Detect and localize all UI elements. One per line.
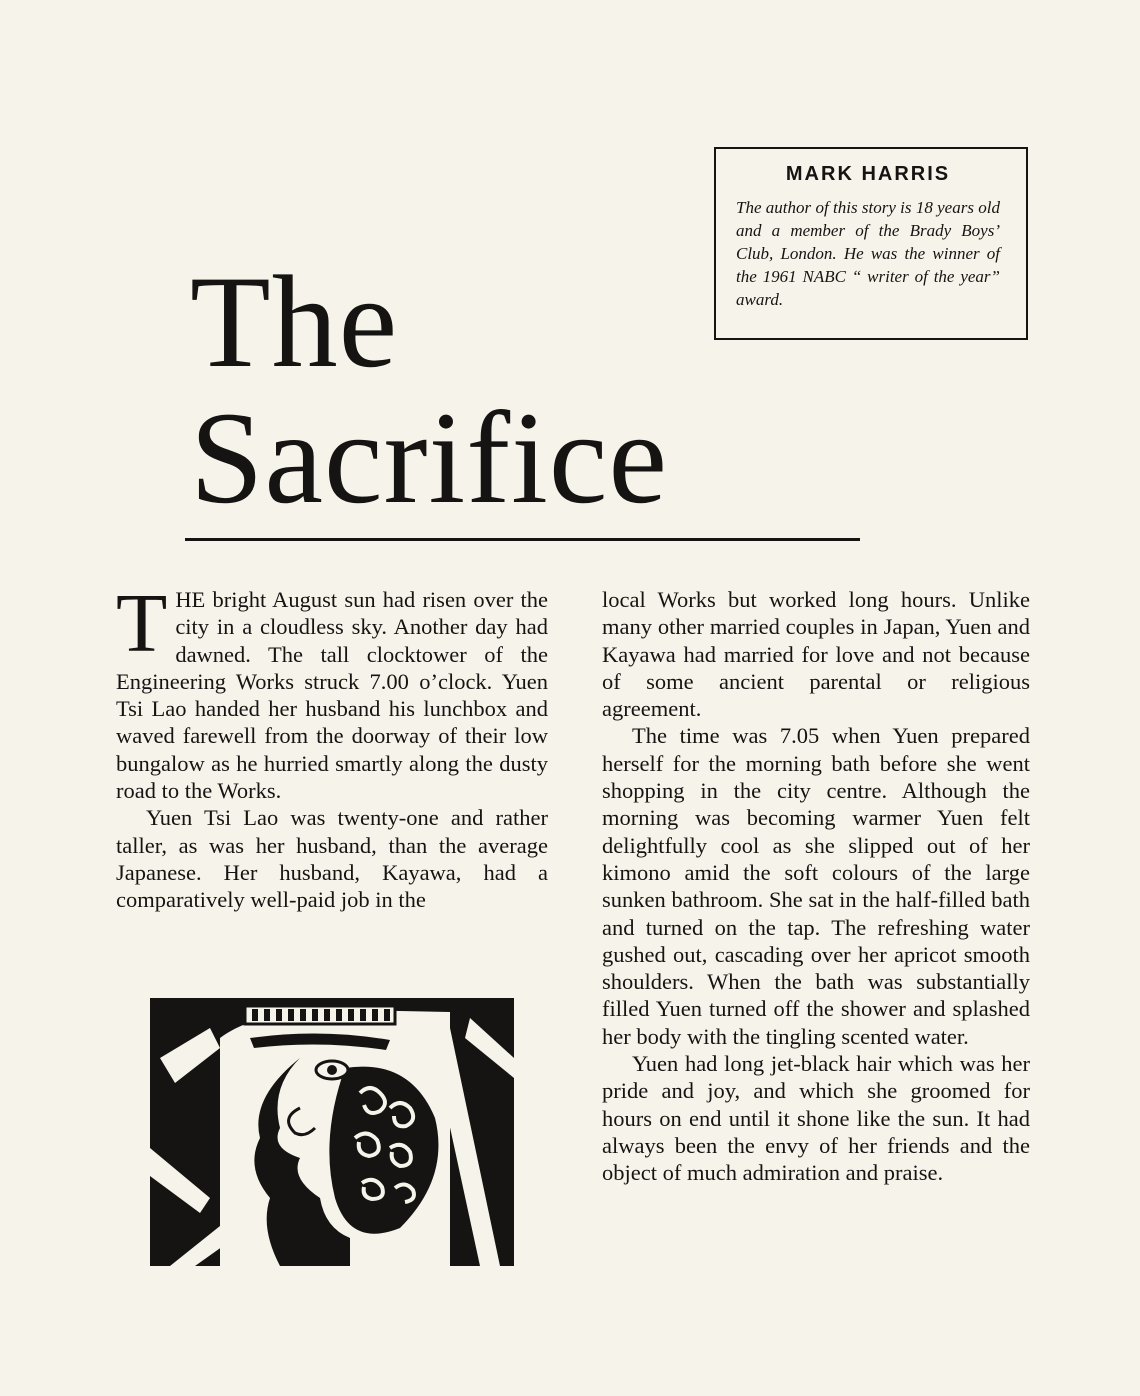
- author-bio: The author of this story is 18 years old and a member of the Brady Boys’ Club, London. He was the winner of the 1961 NABC “ writer of the year” award.: [736, 198, 1000, 309]
- title-rule: [185, 538, 860, 541]
- right-column: [602, 586, 1030, 1187]
- left-column: [116, 577, 548, 914]
- story-title-line-1: The: [190, 248, 399, 395]
- paragraph-3: The time was 7.05 when Yuen prepared herself for the morning bath before she went shopping in the city centre. Although the morning was becoming warmer Yuen felt delightfully cool as she slipped out of her kimono amid the soft colours of the large sunken bathroom. She sat in the half-filled bath and turned on the tap. The refreshing water gushed out, cascading over her apricot smooth shoulders. When the bath was substantially filled Yuen turned off the shower and splashed her body with the tingling scented water.: [602, 723, 1030, 1049]
- paragraph-continued: local Works but worked long hours. Unlike many other married couples in Japan, Yuen and Kayawa had married for love and not because of some ancient parental or religious agreement.: [602, 587, 1030, 722]
- paragraph-1: [116, 577, 548, 804]
- author-box: [714, 147, 1028, 340]
- drop-cap: T: [116, 577, 168, 670]
- woodcut-illustration-graphic: [150, 998, 514, 1266]
- story-title-line-2: Sacrifice: [190, 384, 669, 531]
- paragraph-1-text: HE bright August sun had risen over the city in a cloudless sky. Another day had dawned. The tall clocktower of the Engineering Works struck 7.00 o’clock. Yuen Tsi Lao handed her husband his lunchbox and waved farewell from the doorway of their low bungalow as he hurried smartly along the dusty road to the Works.: [116, 587, 548, 804]
- paragraph-2: Yuen Tsi Lao was twenty-one and rather taller, as was her husband, than the average Japanese. Her husband, Kayawa, had a comparatively well-paid job in the: [116, 805, 548, 913]
- paragraph-4: Yuen had long jet-black hair which was her pride and joy, and which she groomed for hours on end until it shone like the sun. It had always been the envy of her friends and the object of much admiration and praise.: [602, 1051, 1030, 1186]
- author-name: MARK HARRIS: [785, 163, 951, 185]
- woodcut-illustration: [150, 998, 514, 1266]
